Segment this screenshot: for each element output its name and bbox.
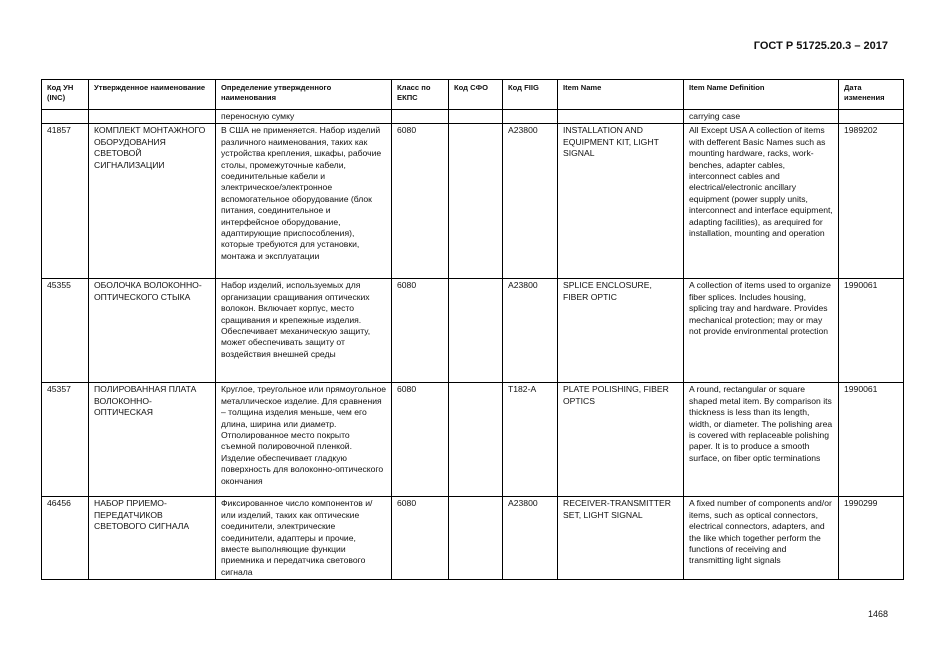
col-header-fiig: Код FIIG bbox=[503, 80, 558, 110]
cell-item-name: INSTALLATION AND EQUIPMENT KIT, LIGHT SIGNAL bbox=[558, 124, 684, 279]
cell-sfo bbox=[449, 383, 503, 497]
document-standard-header: ГОСТ Р 51725.20.3 – 2017 bbox=[753, 40, 888, 52]
cell-item-definition: A round, rectangular or square shaped metal item. By comparison its thickness is less than its length, width, or diameter. The polishing area is covered with replaceable polishing paper. It is to produce a smooth surface, on fiber optic terminations bbox=[684, 383, 839, 497]
cell-item-definition: A collection of items used to organize fiber splices. Includes housing, splicing tray and hardware. Provides mechanical protection; may or may not provide environmental protection bbox=[684, 279, 839, 383]
col-header-item-name: Item Name bbox=[558, 80, 684, 110]
table-row bbox=[42, 124, 904, 279]
col-header-approved-name: Утвержденное наименование bbox=[89, 80, 216, 110]
col-header-sfo: Код СФО bbox=[449, 80, 503, 110]
col-header-class: Класс по ЕКПС bbox=[392, 80, 449, 110]
cell-item-definition: carrying case bbox=[684, 110, 839, 124]
cell-date: 1989202 bbox=[839, 124, 904, 279]
cell-fiig: T182-A bbox=[503, 383, 558, 497]
cell-sfo bbox=[449, 497, 503, 580]
cell-name: КОМПЛЕКТ МОНТАЖНОГО ОБОРУДОВАНИЯ СВЕТОВОЙ СИГНАЛИЗАЦИИ bbox=[89, 124, 216, 279]
cell-definition: переносную сумку bbox=[216, 110, 392, 124]
cell-item-name: RECEIVER-TRANSMITTER SET, LIGHT SIGNAL bbox=[558, 497, 684, 580]
cell-class: 6080 bbox=[392, 279, 449, 383]
cell-name: ОБОЛОЧКА ВОЛОКОННО-ОПТИЧЕСКОГО СТЫКА bbox=[89, 279, 216, 383]
cell-item-definition: A fixed number of components and/or items, such as optical connectors, electrical connectors, adapters, and the like which together perform the functions of receiving and transmitting light signals bbox=[684, 497, 839, 580]
cell-inc: 41857 bbox=[42, 124, 89, 279]
cell-item-definition: All Except USA A collection of items with defferent Basic Names such as mounting hardware, racks, work-benches, adapter cables, interconnect cables and electrical/electronic ancillary equipment (power supply units, interconnect and interface equipment, adapting facilities), as arequired for installation, mounting and operation bbox=[684, 124, 839, 279]
cell-sfo bbox=[449, 110, 503, 124]
cell-inc: 45357 bbox=[42, 383, 89, 497]
table-row-continuation bbox=[42, 110, 904, 124]
cell-item-name: PLATE POLISHING, FIBER OPTICS bbox=[558, 383, 684, 497]
cell-fiig bbox=[503, 110, 558, 124]
table-row bbox=[42, 497, 904, 580]
page-number: 1468 bbox=[867, 609, 888, 619]
cell-class: 6080 bbox=[392, 497, 449, 580]
col-header-definition: Определение утвержденного наименования bbox=[216, 80, 392, 110]
cell-sfo bbox=[449, 279, 503, 383]
cell-definition: В США не применяется. Набор изделий различного наименования, таких как устройства крепления, шкафы, рабочие столы, промежуточные кабели, соединительные кабели и электрическое/электронное вспомогательное оборудование (блок питания, соединительное и интерфейсное оборудование, адаптирующие приспособления), которые требуются для установки, монтажа и эксплуатации bbox=[216, 124, 392, 279]
cell-definition: Фиксированное число компонентов и/или изделий, таких как оптические соединители, электрические соединители, адаптеры и прочие, вместе выполняющие функции приемника и передатчика светового сигнала bbox=[216, 497, 392, 580]
cell-class: 6080 bbox=[392, 383, 449, 497]
col-header-inc: Код УН (INC) bbox=[42, 80, 89, 110]
item-names-table bbox=[41, 79, 904, 580]
cell-item-name: SPLICE ENCLOSURE, FIBER OPTIC bbox=[558, 279, 684, 383]
cell-name: НАБОР ПРИЕМО-ПЕРЕДАТЧИКОВ СВЕТОВОГО СИГНАЛА bbox=[89, 497, 216, 580]
cell-class: 6080 bbox=[392, 124, 449, 279]
cell-name: ПОЛИРОВАННАЯ ПЛАТА ВОЛОКОННО-ОПТИЧЕСКАЯ bbox=[89, 383, 216, 497]
cell-date bbox=[839, 110, 904, 124]
table-row bbox=[42, 383, 904, 497]
col-header-item-definition: Item Name Definition bbox=[684, 80, 839, 110]
cell-inc: 46456 bbox=[42, 497, 89, 580]
cell-date: 1990061 bbox=[839, 383, 904, 497]
cell-fiig: A23800 bbox=[503, 279, 558, 383]
cell-date: 1990299 bbox=[839, 497, 904, 580]
cell-inc bbox=[42, 110, 89, 124]
cell-fiig: A23800 bbox=[503, 124, 558, 279]
cell-class bbox=[392, 110, 449, 124]
cell-date: 1990061 bbox=[839, 279, 904, 383]
cell-fiig: A23800 bbox=[503, 497, 558, 580]
cell-sfo bbox=[449, 124, 503, 279]
cell-inc: 45355 bbox=[42, 279, 89, 383]
cell-definition: Круглое, треугольное или прямоугольное металлическое изделие. Для сравнения – толщина изделия меньше, чем его длина, ширина или диаметр. Отполированное место покрыто съемной полировочной пленкой. Изделие обеспечивает гладкую поверхность для волоконно-оптического окончания bbox=[216, 383, 392, 497]
cell-definition: Набор изделий, используемых для организации сращивания оптических волокон. Включает корпус, место сращивания и крепежные изделия. Обеспечивает механическую защиту, может обеспечивать защиту от воздействия внешней среды bbox=[216, 279, 392, 383]
cell-name bbox=[89, 110, 216, 124]
table-row bbox=[42, 279, 904, 383]
col-header-date: Дата изменения bbox=[839, 80, 904, 110]
cell-item-name bbox=[558, 110, 684, 124]
table-header-row bbox=[42, 80, 904, 110]
